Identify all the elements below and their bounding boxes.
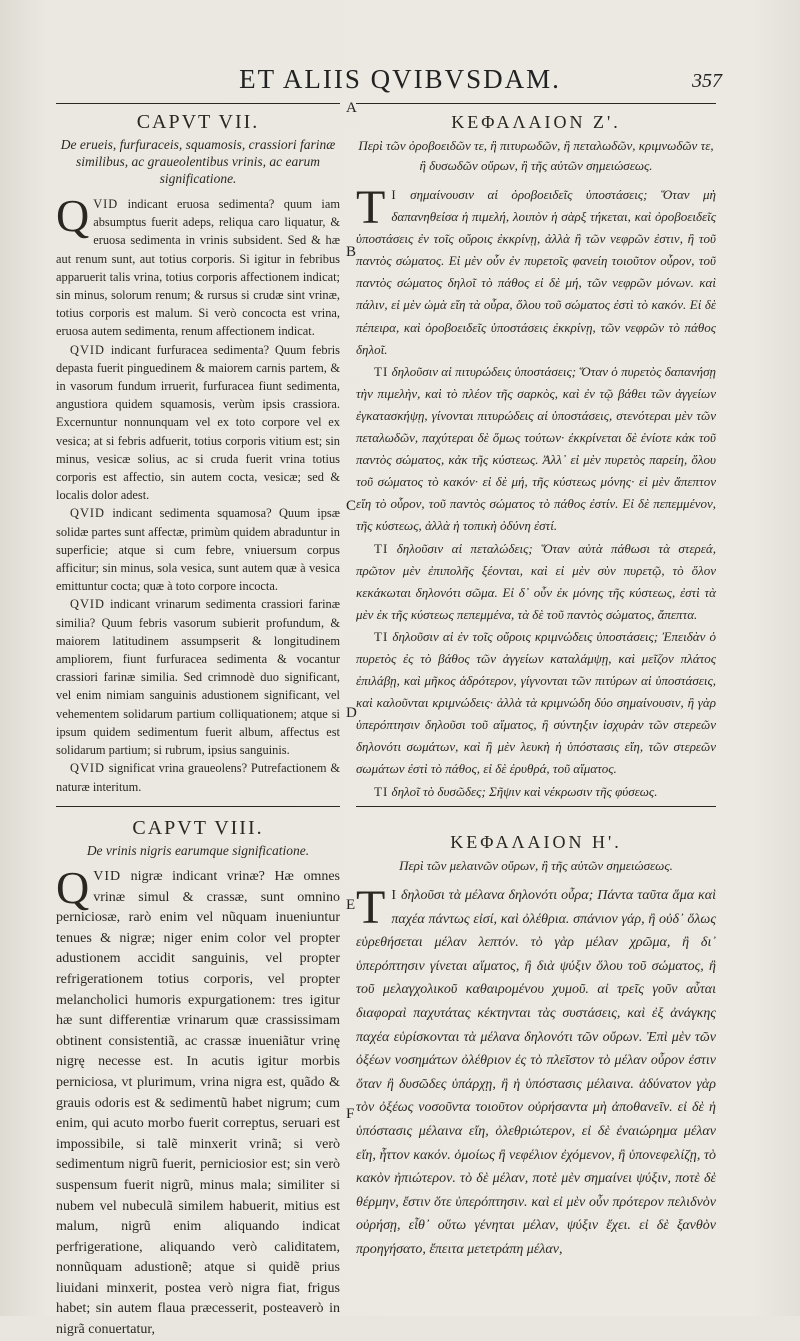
latin-column <box>56 110 340 1338</box>
latin-paragraph: QVID indicant vrinarum sedimenta crassiori farinæ similia? Quum febris vasorum subierit profundum, & maiorem latitudinem assumpserit & longitudinem ampliorem, fiunt furfuracea sedimenta & vocantur crassiori farinæ similia. Sed crimnodè duo significant, vel enim nimiam sanguinis adustionem significant, vel vehementem solidarum partium colliquationem; atque si ipsum quidem sedimentum fuerit album, affectus est solidarum partium; si rubrum, ipsius sanguinis. <box>56 597 340 758</box>
kephalaion-z-title: ΚΕΦΑΛΑΙΟΝ Ζ'. <box>451 112 621 132</box>
greek-column <box>356 110 716 1257</box>
greek-paragraph: Τ Ι σημαίνουσιν αἱ ὀροβοειδεῖς ὑποστάσεις; Ὅταν μὴ δαπανηθείσα ἡ πιμελή, λοιπὸν ἡ σὰρξ τήκεται, καὶ ὀροβοειδεῖς ὑποστάσεις ἐν τοῖς οὔροις ἐκκρίνῃ, ἀλλὰ ἢ τῶν νεφρῶν ἐστιν, ἢ τοῦ παντὸς σώματος. Εἰ μὲν οὖν ἐν πυρετοῖς φανείη τοιοῦτον οὖρον, τοῦ παντὸς σώματος δηλοῖ τὸ πάθος εἰ δὲ μή, τῶν νεφρῶν μόνων. καὶ πάλιν, εἰ μὲν ὠμὰ εἴη τὰ οὖρα, ὅλου τοῦ σώματος ἐστὶ τὸ κακόν. Εἰ δὲ πέπειρα, καὶ ὀροβοειδεῖς ὑποστάσεις ἐκκρίνῃ, τῶν νεφρῶν τὸ πάθος δηλοῖ. <box>356 181 716 357</box>
kephalaion-h <box>356 830 716 1262</box>
caput-viii-title: CAPVT VIII. <box>132 817 264 839</box>
drop-cap: Q <box>56 190 90 241</box>
greek-paragraph: ΤΙ δηλοῦσιν αἱ πεταλώδεις; Ὅταν αὐτὰ πάθωσι τὰ στερεά, πρῶτον μὲν ἐπιπολῆς ξέονται, καὶ εἰ μὲν σὺν πυρετῷ, τὸ ὅλον κεκάκωται δηλονότι σῶμα. Εἰ δ᾽ οὖν ἐκ μόνης τῆς κύστεως, ἐστὶ τὰ μὲν ἐκ τῆς κύστεως πεπεμμένα, τὰ δὲ τοῦ παντὸς σώματος, ἄπεπτα. <box>356 540 716 622</box>
greek-paragraph: Τ Ι δηλοῦσι τὰ μέλανα δηλονότι οὖρα; Πάντα ταῦτα ἅμα καὶ παχέα πάντως εἰσί, καὶ ὀλέθρια. σπάνιον γάρ, ἢ οὐδ᾽ ὅλως εὑρεθήσεται μέλαν λεπτόν. τὸ γὰρ μέλαν χρῶμα, ἢ δι᾽ ὑπερόπτησιν γίνεται αἵματος, ἢ διὰ ψύξιν ὅλου τοῦ σώματος, ἢ τοῦ μελαγχολικοῦ καθαιρομένου χυμοῦ. αἱ τρεῖς γοῦν αὗται διαφοραὶ παχυτάτας κέκτηνται τὰς συστάσεις, καὶ ἐξ ἀνάγκης παχέα εὑρίσκονται τὰ μέλανα δηλονότι τῶν οὔρων. Ἐπὶ μὲν τῶν ὀξέων νοσημάτων ὀλέθριον ἐς τὸ πλεῖστον τὸ μέλαν οὖρον ἐστιν ὅταν ἢ δυσῶδες ὑπάρχῃ, ἢ ἡ ὑπόστασις μέλαινα. ἀδύνατον γὰρ τὸν ὀξέως νοσοῦντα τοιοῦτον οὐρήσαντα μὴ ἀποθανεῖν. εἰ δὲ ἡ ὑπόστασις μέλαινα εἴη, ὀλεθριώτερον, εἰ δὲ ἐναιώρημα μέλαν εἴη, ἧττον κακόν. ὁμοίως ἢ νεφέλιον ἐχόμενον, ἢ ὑπονεφελίζῃ, τὸ κακὸν ἠπιώτερον. τὸ δὲ μέλαν, ποτὲ μὲν σημαίνει ψύξιν, ποτὲ δὲ θέρμην, ἔστιν ὅτε ὑπερόπτησιν. καὶ εἰ μὲν οὖν πρότερον πελιδνὸν οὐρήσῃ, εἶθ᾽ οὕτω γένηται μέλαν, ψύξιν ἔχει. εἰ δὲ ξανθὸν προηγήσατο, ἔπειτα μετετράπη μέλαν, <box>356 881 716 1257</box>
greek-paragraph: ΤΙ δηλοῖ τὸ δυσῶδες; Σῆψιν καὶ νέκρωσιν τῆς φύσεως. <box>374 783 658 799</box>
margin-letter-a: A <box>346 100 357 116</box>
latin-paragraph: QVID indicant sedimenta squamosa? Quum ipsæ solidæ partes sunt affectæ, primùm quidem abraduntur in superficie; atque si cum febre, vniuersum corpus afficitur; sin minus, sola vesica, sunt autem quæ à vesica emittuntur cocta; quæ à toto corpore incocta. <box>56 506 340 594</box>
kephalaion-h-subtitle: Περὶ τῶν μελαινῶν οὔρων, ἢ τῆς αὐτῶν σημειώσεως. <box>399 858 673 873</box>
page-number: 357 <box>692 70 722 92</box>
kephalaion-h-title: ΚΕΦΑΛΑΙΟΝ Η'. <box>450 832 622 852</box>
kephalaion-z <box>356 110 716 803</box>
drop-cap: Τ <box>356 181 386 234</box>
running-title: ET ALIIS QVIBVSDAM. <box>239 64 561 94</box>
caput-vii-subtitle: De erueis, furfuraceis, squamosis, crassiori farinæ similibus, ac graueolentibus vrinis, ac earum significatione. <box>60 137 336 186</box>
greek-paragraph: ΤΙ δηλοῦσιν αἱ ἐν τοῖς οὔροις κριμνώδεις ὑποστάσεις; Ἐπειδὰν ὁ πυρετὸς ἐς τὸ βάθος τῶν ἀγγείων καταλάμψῃ, καὶ μεῖζον πλάτος ἐπιλάβῃ, καὶ μῆκος ἁδρότερον, γίγνονται τῶν πιτύρων αἱ ὑποστάσεις, καὶ καλοῦνται κριμνώδεις· ἀλλὰ τὰ κριμνώδη δύο σημαίνουσιν, ἢ γὰρ ὑπερόπτησιν δηλοῦσι τοῦ αἵματος, ἢ σύντηξιν ἰσχυρὰν τῶν στερεῶν δηλονότι σωμάτων, καὶ ἢ μὲν λευκὴ ἡ ὑπόστασις εἴη, τῶν στερεῶν σωμάτων ἐστὶ τὸ πάθος, εἰ δὲ ἐρυθρά, τοῦ αἵματος. <box>356 628 716 777</box>
margin-letter-d: D <box>346 705 357 721</box>
caput-viii <box>56 816 340 1341</box>
margin-letter-b: B <box>346 244 357 260</box>
latin-paragraph: QVID nigræ indicant vrinæ? Hæ omnes vrinæ simul & crassæ, sunt omnino perniciosæ, rarò enim vel nũquam inueniuntur tenues & nigræ; niger enim color vel propter adustionem accidit sanguinis, vel propter refrigerationem totius corporis, vel propter melancholici humoris expurgationem: tres igitur hæ sunt differentiæ vrinarum quæ crassissimam obtinent consistentiã, ac crassæ inueniãtur vrinę nigrę necesse est. In acutis igitur morbis perniciosa, vt plurimum, vrina nigra est, quãdo & grauis odoris est & sedimentũ habet nigrum; cum enim, qui acuto morbo fuerit correptus, seruari est impossibile, si talẽ minxerit vrinã; si verò sedimentum nigrũ fuerit, perniciosior est; sin verò suspensum fuerit nigrũ, minus mala; similiter si nubem vel nubeculã similem habuerit, mitius est malum, nigrũ enim aliquando indicat perfrigeratione, aliquando verò caliditatem, nonnũquam adustionẽ; atque si quidẽ prius liuidani minxerit, postea verò nigra fiat, frigus habet; sin autem flaua præcesserit, posteaverò in nigrã conuertatur, <box>56 862 340 1338</box>
latin-paragraph: QVID significat vrina graueolens? Putrefactionem & naturæ interitum. <box>56 761 340 794</box>
greek-paragraph: ΤΙ δηλοῦσιν αἱ πιτυρώδεις ὑποστάσεις; Ὅταν ὁ πυρετὸς δαπανήσῃ τὴν πιμελὴν, καὶ τὸ πλέον τῆς σαρκὸς, καὶ ἐν τῷ βάθει τῶν ἀγγείων ἐγκατασκήψῃ, γίνονται πιτυρώδεις αἱ ὑποστάσεις, στενότεραι μὲν τῶν πεταλωδῶν, παχύτεραι δὲ ὅμως τούτων· ἐκκρίνεται δὲ ἐνίοτε κἀκ τοῦ παντὸς σώματος, κἀκ τῆς κύστεως. Ἀλλ᾽ εἰ μὲν πυρετὸς παρείη, ὅλου τοῦ σώματος τὸ κακόν· εἰ δὲ μή, τῆς κύστεως μόνης· εἰ μὲν ἄπεπτον εἴη τὸ οὖρον, τοῦ παντὸς σώματος τὸ πάθος ἐστίν. Εἰ δὲ πεπεμμένον, τῆς κύστεως, ἀλλὰ ἡ τοπικὴ ὀδύνη ἐστί. <box>356 363 716 534</box>
kephalaion-z-subtitle: Περὶ τῶν ὀροβοειδῶν τε, ἢ πιτυρωδῶν, ἢ πεταλωδῶν, κριμνωδῶν τε, ἢ δυσωδῶν οὔρων, ἢ τῆς αὐτῶν σημειώσεως. <box>358 138 714 173</box>
caput-viii-subtitle: De vrinis nigris earumque significatione. <box>86 843 310 858</box>
caput-vii <box>56 110 340 796</box>
rule-right-mid <box>356 806 716 807</box>
margin-letter-c: C <box>346 498 357 514</box>
rule-left-top <box>56 103 340 104</box>
drop-cap: Τ <box>356 881 386 934</box>
latin-paragraph: QVID indicant furfuracea sedimenta? Quum febris depasta fuerit pinguedinem & maiorem carnis partem, & in vasorum fundum irruerit, furfuracea fiunt sedimenta, angustiora quidem squamosis, verùm ipsis crassiora. Excernuntur nonnunquam vel ex toto corpore vel ex vesica; at si febris adfuerit, totius corporis vitium est; sin minus, vesicæ solius, ac si cruda fuerit vrina totius corporis est affectio, sin autem cocta, vesicæ; sed & localis dolor adest. <box>56 342 340 503</box>
caput-vii-title: CAPVT VII. <box>136 111 260 133</box>
margin-letter-e: E <box>346 897 356 913</box>
rule-right-top <box>356 103 716 104</box>
drop-cap: Q <box>56 862 90 913</box>
latin-paragraph: QVID indicant eruosa sedimenta? quum iam absumptus fuerit adeps, reliqua caro liquatur, & eruosa sedimenta in vrinis subsident. Sed & hæ aut renum sunt, aut totius corporis. Si igitur in febribus apparuerit talis vrina, totius corporis affectionem indicat; sin minus, solorum renum; & rursus si crudæ sint vrinæ, totius corporis est malum. Si verò concocta est vrina, eruosa autem sedimenta, renum affectionem indicat. <box>56 190 340 339</box>
margin-letter-f: F <box>346 1106 355 1122</box>
